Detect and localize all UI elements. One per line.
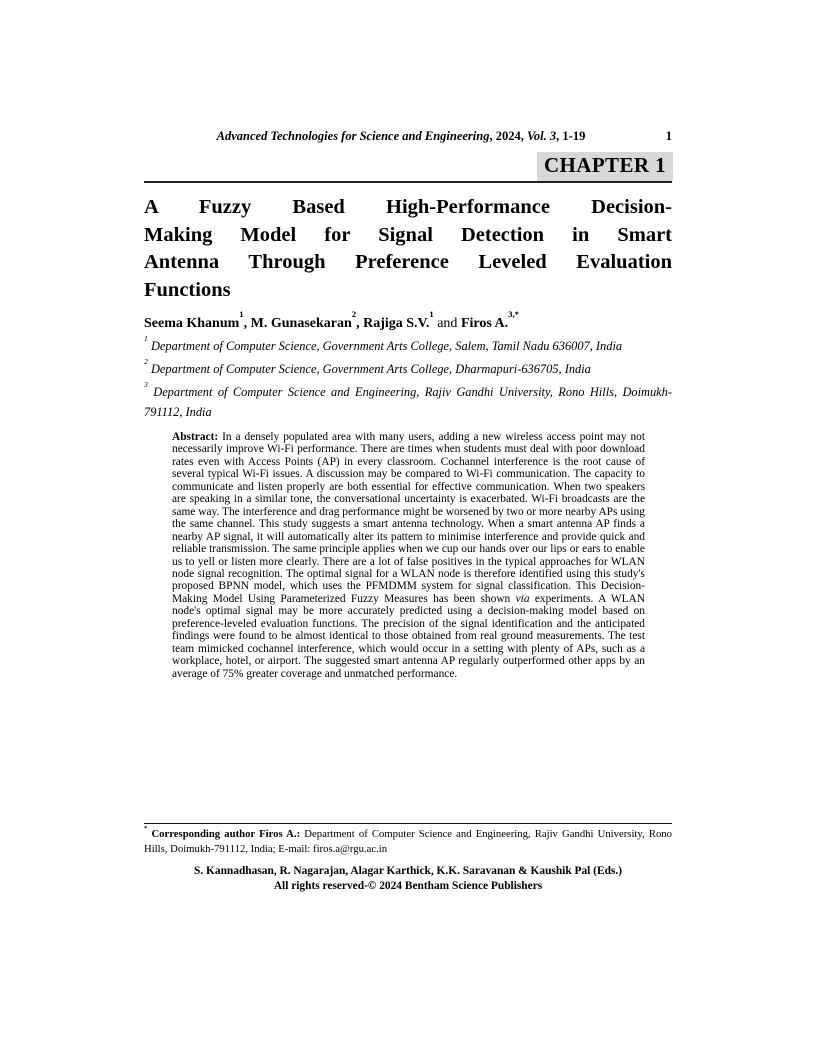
affiliation-mark: 2 (144, 357, 148, 367)
author-name: Rajiga S.V. (363, 316, 430, 331)
chapter-title-line: A Fuzzy Based High-Performance Decision- (144, 196, 672, 218)
abstract-text: experiments. A WLAN node's optimal signal may be more accurately predicted using a decision-making model based on preference-leveled evaluation functions. The precision of the signal identification and the anticipated findings were found to be almost identical to those obtained from real ground measurements. The test team mimicked cochannel interference, which would occur in a setting with plenty of APs, such as a workplace, hotel, or airport. The suggested smart antenna AP regularly outperformed other apps by an average of 75% greater coverage and unmatched performance. (172, 592, 646, 680)
affiliation-mark: 3 (144, 380, 148, 390)
copyright-line: All rights reserved-© 2024 Bentham Science Publishers (273, 879, 543, 892)
running-header (144, 129, 672, 144)
chapter-title-line: Making Model for Signal Detection in Smart (144, 223, 672, 246)
affiliation-text: Department of Computer Science, Government Arts College, Salem, Tamil Nadu 636007, India (147, 339, 623, 353)
affiliation-mark: 1 (144, 334, 148, 344)
author-name: M. Gunasekaran (250, 316, 352, 331)
abstract-label: Abstract: (172, 431, 219, 443)
chapter-badge: CHAPTER 1 (537, 152, 673, 181)
affiliation-text: Department of Computer Science and Engineering, Rajiv Gandhi University, Rono Hills, Doimukh-791112, India (144, 385, 672, 419)
author-separator: , (356, 316, 364, 331)
authors-line (144, 309, 672, 333)
author-name: Seema Khanum (144, 316, 240, 331)
author-separator: , (243, 316, 251, 331)
corresponding-author-footnote (144, 827, 672, 857)
author-affiliation-mark: 2 (351, 309, 357, 320)
chapter-title-line: Functions (144, 278, 231, 301)
abstract-paragraph (172, 431, 645, 680)
author-conjunction: and (433, 316, 461, 331)
footnote-label: Corresponding author Firos A.: (151, 828, 301, 840)
author-affiliation-mark: 1 (239, 309, 244, 320)
citation-pages: , 1-19 (556, 129, 586, 143)
journal-citation (144, 129, 658, 144)
header-rule (144, 181, 672, 183)
footnote-rule (144, 823, 672, 824)
chapter-row (144, 152, 673, 181)
affiliation (144, 380, 672, 422)
chapter-title (144, 194, 672, 304)
author-affiliation-mark: 1 (429, 309, 434, 320)
citation-year: , 2024, (489, 129, 527, 143)
page-number: 1 (665, 129, 672, 143)
abstract-text: In a densely populated area with many users, adding a new wireless access point may not necessarily improve Wi-Fi performance. There are times when students must deal with poor download rates even with Access Points (AP) in every classroom. Cochannel interference is the root cause of several typical Wi-Fi issues. A discussion may be compared to Wi-Fi communication. The capacity to communicate and listen properly are both essential for effective communication. When two speakers are speaking in a similar tone, the conversational uncertainty is exacerbated. Wi-Fi broadcasts are the same way. The interference and drag performance might be worsened by two or more nearby APs using the same channel. This study suggests a smart antenna technology. When a smart antenna AP finds a nearby AP signal, it will automatically alter its pattern to minimise interference and provide quick and reliable transmission. The same principle applies when we cup our hands over our lips or ears to enable us to yell or listen more clearly. There are a lot of false positives in the typical approaches for WLAN node signal recognition. The optimal signal for a WLAN node is therefore identified using this study's proposed BPNN model, which uses the PFMDMM system for signal classification. This Decision-Making Model Using Parameterized Fuzzy Measures has been shown (172, 431, 645, 605)
footnote-text: Department of Computer Science and Engineering, Rajiv Gandhi University, Rono Hills, Doimukh-791112, India; E-mail: (144, 828, 672, 855)
email-text: firos.a@rgu.ac.in (313, 843, 388, 855)
author-name: Firos A. (460, 316, 509, 331)
journal-name: Advanced Technologies for Science and Engineering (216, 129, 490, 143)
editors-line: S. Kannadhasan, R. Nagarajan, Alagar Karthick, K.K. Saravanan & Kaushik Pal (Eds.) (194, 865, 622, 877)
affiliations-block (144, 334, 672, 426)
footnote-asterisk: * (144, 825, 148, 833)
affiliation (144, 334, 672, 357)
citation-volume: Vol. 3 (526, 129, 557, 143)
chapter-title-line: Antenna Through Preference Leveled Evaluation (144, 251, 672, 273)
abstract-italic-word: via (515, 592, 530, 605)
page-footer (144, 864, 672, 893)
affiliation (144, 357, 672, 380)
affiliation-text: Department of Computer Science, Government Arts College, Dharmapuri-636705, India (147, 362, 591, 376)
author-affiliation-mark: 3,* (508, 309, 519, 320)
